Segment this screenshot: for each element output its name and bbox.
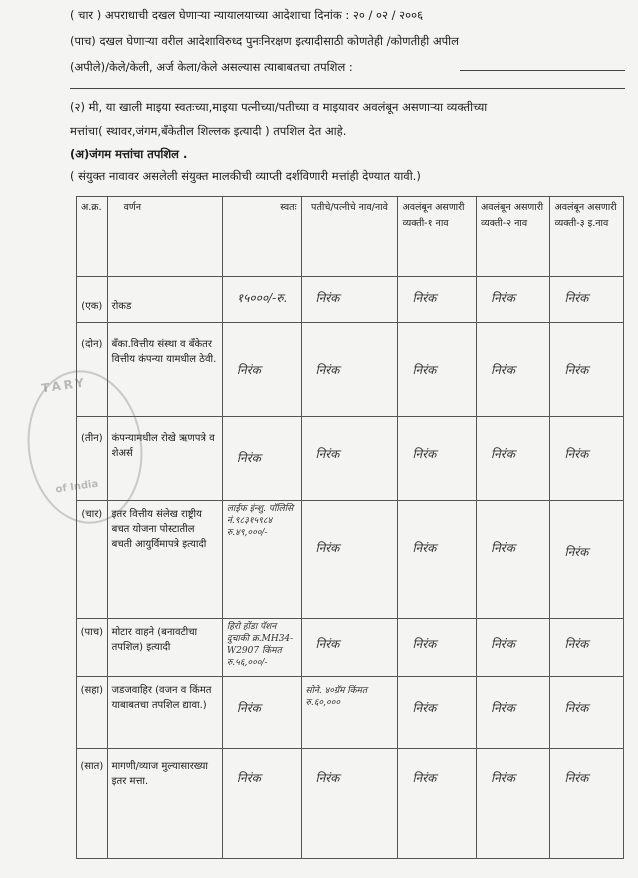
header-line-5: मत्तांचा( स्थावर,जंगम,बँकेतील शिल्लक इत्यादी ) तपशिल देत आहे. bbox=[70, 124, 347, 138]
col-header-serial: अ.क्र. bbox=[77, 197, 108, 277]
row-self-value: १५०००/-रु. bbox=[222, 277, 301, 323]
row-description: मोटार वाहने (बनावटीचा तपशिल) इत्यादी bbox=[107, 619, 222, 677]
row-self-value: निरंक bbox=[222, 677, 301, 749]
row-spouse-value: निरंक bbox=[301, 417, 398, 501]
row-description: बँका.वित्तीय संस्था व बँकेतर वित्तीय कंपन्या यामधील ठेवी. bbox=[107, 323, 222, 417]
row-dependent-3-value: निरंक bbox=[550, 677, 624, 749]
table-row bbox=[77, 749, 624, 859]
col-header-dependent-2: अवलंबून असणारी व्यक्ती-२ नाव bbox=[477, 197, 550, 277]
blank-underline bbox=[460, 70, 625, 71]
stamp-text: TARY bbox=[40, 375, 88, 396]
row-dependent-1-value: निरंक bbox=[398, 277, 477, 323]
row-dependent-1-value: निरंक bbox=[398, 417, 477, 501]
row-serial: (तीन) bbox=[77, 417, 108, 501]
col-header-self: स्वतः bbox=[222, 197, 301, 277]
row-serial: (सात) bbox=[77, 749, 108, 859]
row-spouse-value: निरंक bbox=[301, 501, 398, 619]
row-dependent-3-value: निरंक bbox=[550, 277, 624, 323]
row-spouse-value: निरंक bbox=[301, 277, 398, 323]
table-row bbox=[77, 677, 624, 749]
row-dependent-1-value: निरंक bbox=[398, 323, 477, 417]
row-description: जडजवाहिर (वजन व किंमत याबाबतचा तपशिल द्यावा.) bbox=[107, 677, 222, 749]
row-self-value: लाईफ इंन्शु. पॉलिसि नं.९८३१५९८४ रु.४९,०००/- bbox=[222, 501, 301, 619]
row-dependent-3-value: निरंक bbox=[550, 501, 624, 619]
table-row bbox=[77, 323, 624, 417]
row-dependent-3-value: निरंक bbox=[550, 417, 624, 501]
separator-line bbox=[70, 88, 625, 89]
row-spouse-value: निरंक bbox=[301, 749, 398, 859]
row-serial: (चार) bbox=[77, 501, 108, 619]
row-dependent-2-value: निरंक bbox=[477, 749, 550, 859]
row-dependent-2-value: निरंक bbox=[477, 619, 550, 677]
header-line-1: ( चार ) अपराधाची दखल घेणाऱ्या न्यायालयाच्या आदेशाचा दिनांक : २० / ०२ / २००६ bbox=[70, 8, 424, 22]
section-note: ( संयुक्त नावावर असलेली संयुक्त मालकीची व्याप्ती दर्शविणारी मत्तांही देण्यात यावी.) bbox=[70, 169, 421, 183]
row-serial: (एक) bbox=[77, 277, 108, 323]
row-dependent-2-value: निरंक bbox=[477, 277, 550, 323]
row-dependent-2-value: निरंक bbox=[477, 501, 550, 619]
row-dependent-2-value: निरंक bbox=[477, 417, 550, 501]
row-dependent-2-value: निरंक bbox=[477, 323, 550, 417]
row-description: रोकड bbox=[107, 277, 222, 323]
row-serial: (दोन) bbox=[77, 323, 108, 417]
row-self-value: हिरो होंडा पॅशन दुचाकी क्र.MH34-W2907 किंमत रु.५६,०००/- bbox=[222, 619, 301, 677]
table-row bbox=[77, 277, 624, 323]
row-dependent-3-value: निरंक bbox=[550, 323, 624, 417]
col-header-dependent-3: अवलंबून असणारी व्यक्ती-३ इ.नाव bbox=[550, 197, 624, 277]
row-dependent-1-value: निरंक bbox=[398, 677, 477, 749]
row-serial: (सहा) bbox=[77, 677, 108, 749]
row-self-value: निरंक bbox=[222, 323, 301, 417]
table-row bbox=[77, 417, 624, 501]
row-spouse-value: सोने. ४०ग्रॅम किंमत रु.६०,००० bbox=[301, 677, 398, 749]
header-line-3: (अपीले)/केले/केली, अर्ज केला/केले असल्यास त्याबाबतचा तपशिल : bbox=[70, 60, 353, 74]
row-serial: (पाच) bbox=[77, 619, 108, 677]
header-line-2: (पाच) दखल घेणाऱ्या वरील आदेशाविरुध्द पुनःनिरक्षण इत्यादीसाठी कोणतेही /कोणतीही अपील bbox=[70, 34, 459, 48]
table-row bbox=[77, 619, 624, 677]
row-dependent-3-value: निरंक bbox=[550, 749, 624, 859]
movable-assets-table bbox=[76, 196, 624, 859]
col-header-dependent-1: अवलंबून असणारी व्यक्ती-१ नाव bbox=[398, 197, 477, 277]
row-dependent-1-value: निरंक bbox=[398, 749, 477, 859]
row-self-value: निरंक bbox=[222, 749, 301, 859]
header-line-4: (२) मी, या खाली माइया स्वतःच्या,माइया पत्नीच्या/पतीच्या व माइयावर अवलंबून असणाऱ्या व्यक्तीच्या bbox=[70, 100, 488, 114]
row-description: इतर वित्तीय संलेख राष्ट्रीय बचत योजना पोस्टातील बचती आयुर्विमापत्रे इत्यादी bbox=[107, 501, 222, 619]
row-spouse-value: निरंक bbox=[301, 619, 398, 677]
row-dependent-3-value: निरंक bbox=[550, 619, 624, 677]
row-self-value: निरंक bbox=[222, 417, 301, 501]
col-header-spouse: पतीचे/पत्नीचे नाव/नावे bbox=[301, 197, 398, 277]
stamp-subtext: of India bbox=[54, 478, 99, 496]
row-spouse-value: निरंक bbox=[301, 323, 398, 417]
section-heading: (अ)जंगम मत्तांचा तपशिल . bbox=[70, 147, 188, 161]
table-row bbox=[77, 501, 624, 619]
row-dependent-2-value: निरंक bbox=[477, 677, 550, 749]
row-description: कंपन्यामधील रोखे ऋणपत्रे व शेअर्स bbox=[107, 417, 222, 501]
table-header-row bbox=[77, 197, 624, 277]
row-dependent-1-value: निरंक bbox=[398, 619, 477, 677]
row-dependent-1-value: निरंक bbox=[398, 501, 477, 619]
col-header-description: वर्णन bbox=[107, 197, 222, 277]
row-description: मागणी/व्याज मुल्यासारख्या इतर मत्ता. bbox=[107, 749, 222, 859]
